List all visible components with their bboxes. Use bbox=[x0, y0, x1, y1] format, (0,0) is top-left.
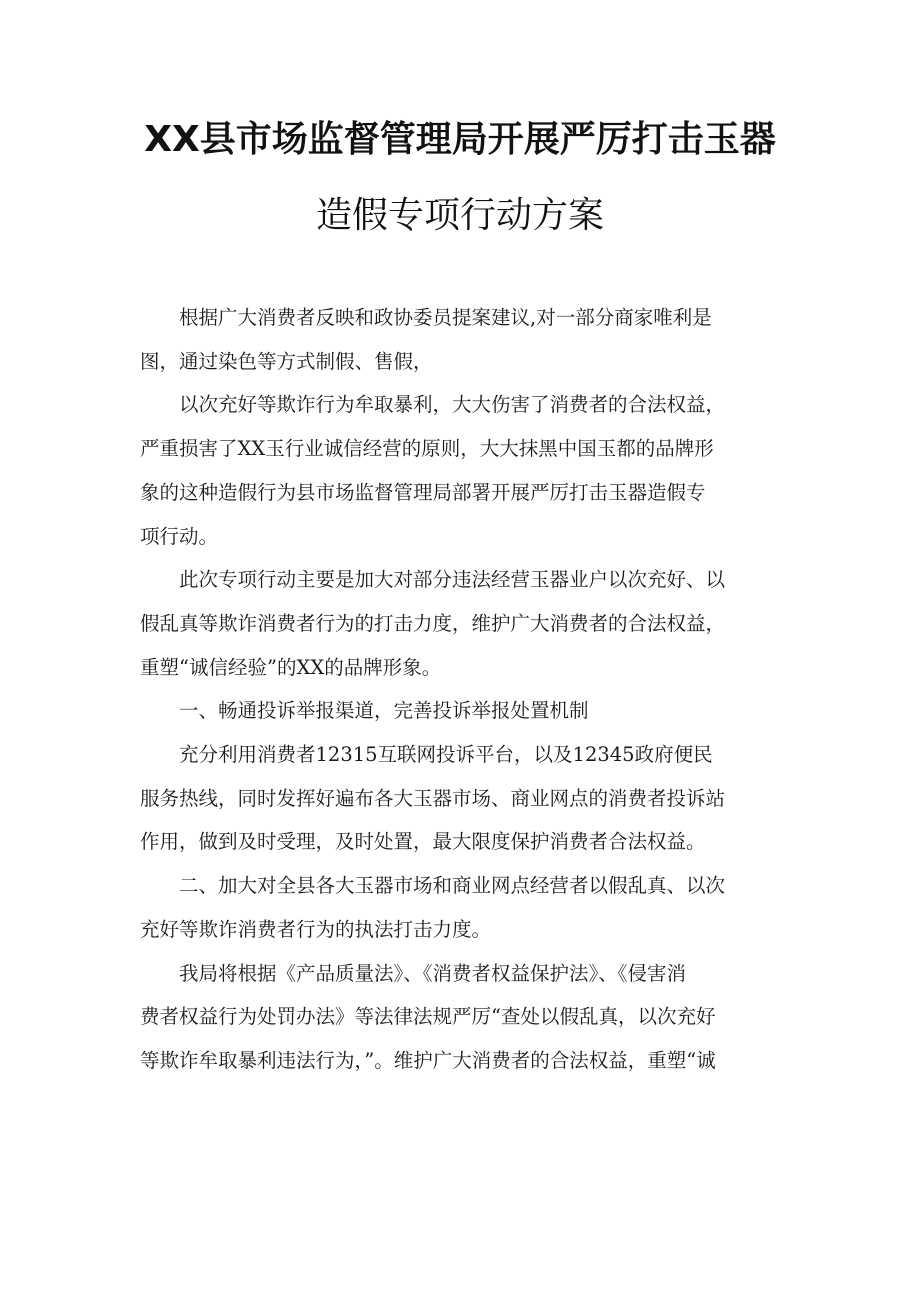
text-line: 作用，做到及时受理，及时处置，最大限度保护消费者合法权益。 bbox=[140, 830, 706, 854]
text-line: 象的这种造假行为县市场监督管理局部署开展严厉打击玉器造假专 bbox=[140, 480, 706, 504]
paragraph-intro bbox=[140, 296, 790, 383]
document-body bbox=[140, 296, 790, 1083]
text-line: 服务热线，同时发挥好遍布各大玉器市场、商业网点的消费者投诉站 bbox=[140, 786, 726, 810]
text-line: 等欺诈牟取暴利违法行为，”。维护广大消费者的合法权益，重塑“诚 bbox=[140, 1048, 716, 1072]
text-line: 此次专项行动主要是加大对部分违法经营玉器业户以次充好、以 bbox=[179, 568, 726, 592]
paragraph-problem bbox=[140, 383, 790, 558]
paragraph-purpose bbox=[140, 558, 790, 689]
text-line: 根据广大消费者反映和政协委员提案建议,对一部分商家唯利是 bbox=[179, 306, 712, 329]
text-line: 我局将根据《产品质量法》、《消费者权益保护法》、《侵害消 bbox=[179, 961, 687, 985]
text-line: 充好等欺诈消费者行为的执法打击力度。 bbox=[140, 917, 492, 941]
text-line: 一、畅通投诉举报渠道，完善投诉举报处置机制 bbox=[179, 699, 589, 723]
text-line: 以次充好等欺诈行为牟取暴利，大大伤害了消费者的合法权益， bbox=[179, 393, 726, 417]
section-heading-1 bbox=[140, 689, 790, 733]
document-title-line-1: XX县市场监督管理局开展严厉打击玉器 bbox=[144, 119, 776, 160]
section-heading-2 bbox=[140, 864, 790, 951]
text-line: 充分利用消费者12315互联网投诉平台，以及12345政府便民 bbox=[179, 743, 713, 767]
text-line: 费者权益行为处罚办法》等法律法规严厉“查处以假乱真，以次充好 bbox=[140, 1005, 716, 1029]
text-line: 假乱真等欺诈消费者行为的打击力度，维护广大消费者的合法权益， bbox=[140, 611, 726, 635]
text-line: 重塑“诚信经验”的XX的品牌形象。 bbox=[140, 655, 442, 679]
text-line: 二、加大对全县各大玉器市场和商业网点经营者以假乱真、以次 bbox=[179, 874, 726, 898]
paragraph-section-1 bbox=[140, 733, 790, 864]
text-line: 项行动。 bbox=[140, 524, 219, 548]
paragraph-section-2 bbox=[140, 952, 790, 1083]
text-line: 图，通过染色等方式制假、售假， bbox=[140, 349, 433, 373]
text-line: 严重损害了XX玉行业诚信经营的原则，大大抹黑中国玉都的品牌形 bbox=[140, 437, 714, 461]
document-title-line-2: 造假专项行动方案 bbox=[315, 195, 604, 236]
